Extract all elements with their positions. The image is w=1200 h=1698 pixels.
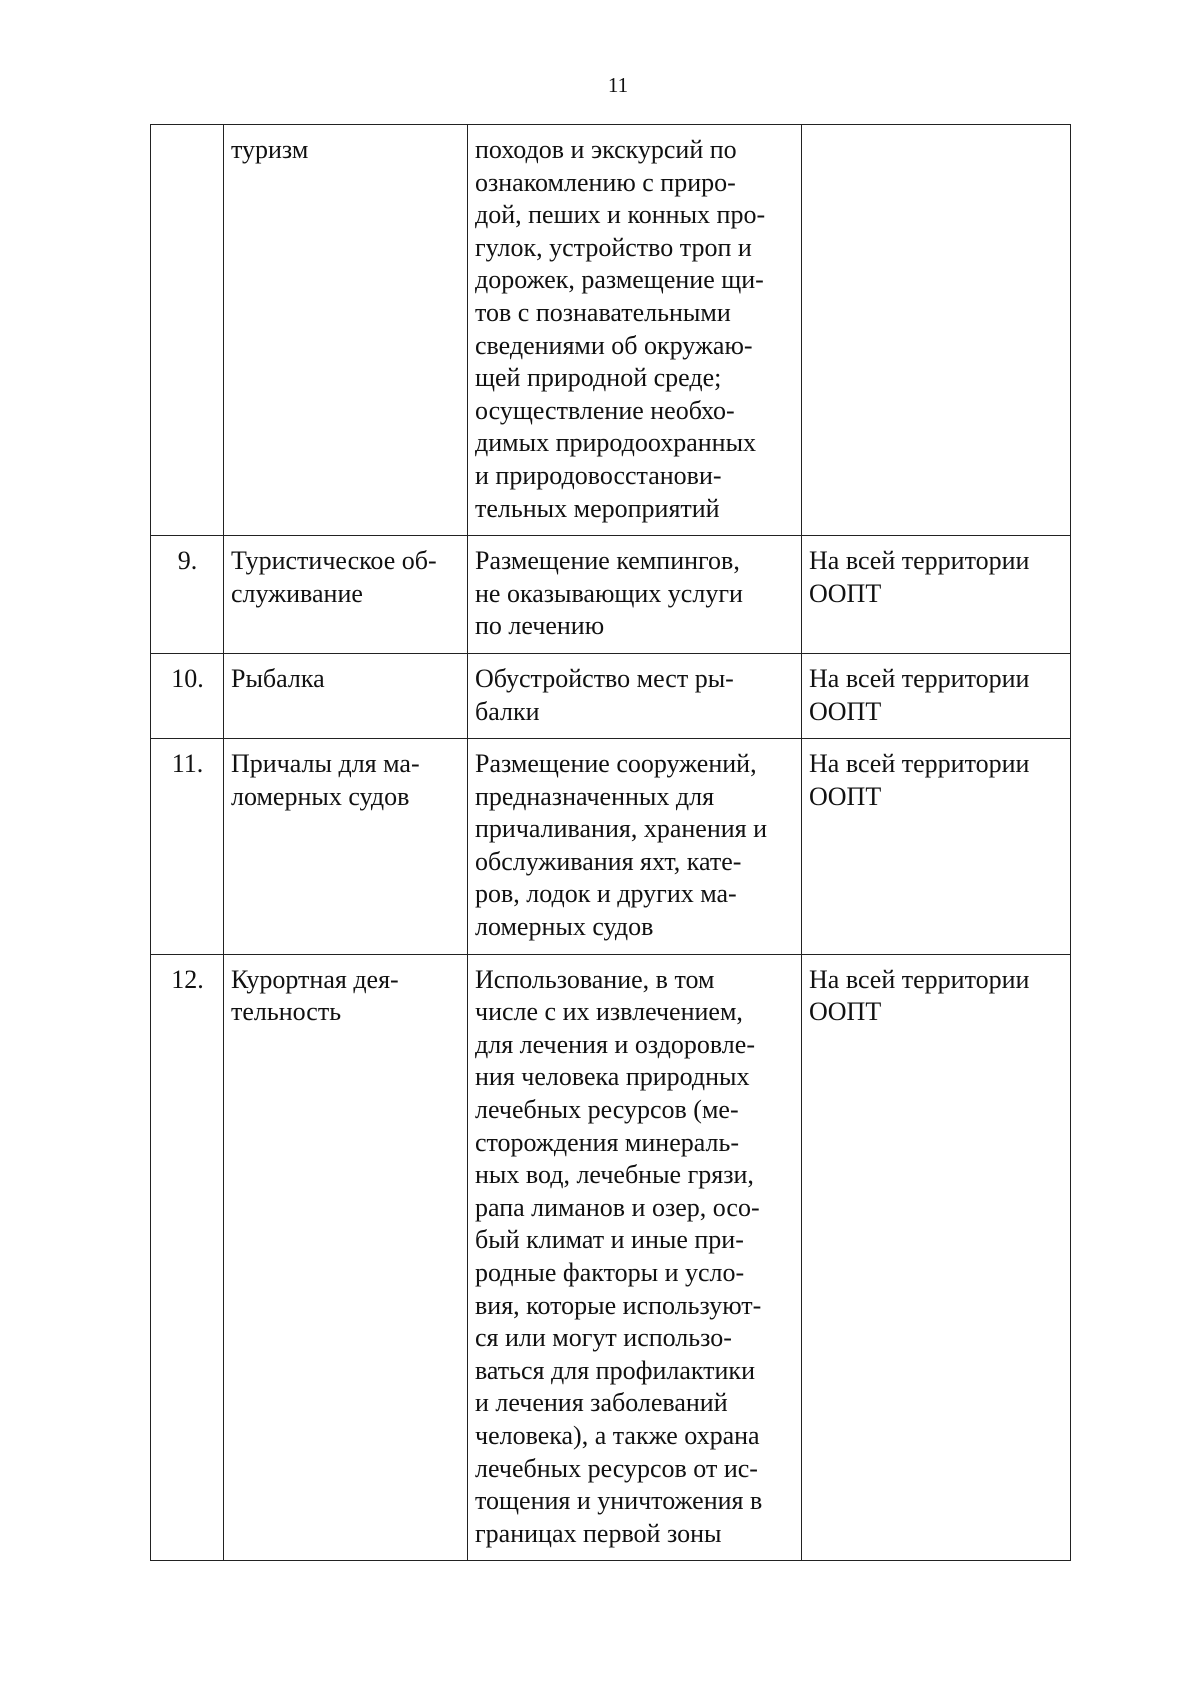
table-row [151,536,1071,654]
table-row [151,653,1071,738]
activity-cell: Рыбалка [224,653,468,738]
page-number: 11 [607,73,629,97]
description-cell: Размещение кемпингов, не оказывающих услуги по лечению [468,536,802,654]
row-number-cell: 11. [151,739,224,955]
description-cell: походов и экскурсий по ознакомлению с приро- дой, пеших и конных про- гулок, устройство троп и дорожек, размещение щи- тов с познавательными сведениями об окружаю- щей природной среде; осуществление необхо- димых природоохранных и природовосстанови- тельных мероприятий [468,125,802,536]
row-number-cell: 12. [151,954,224,1561]
activity-cell: туризм [224,125,468,536]
zoning-table [150,124,1071,1561]
table-row [151,125,1071,536]
description-cell: Размещение сооружений, предназначенных для причаливания, хранения и обслуживания яхт, кате- ров, лодок и других ма- ломерных судов [468,739,802,955]
activity-cell: Туристическое об- служивание [224,536,468,654]
location-cell: На всей территории ООПТ [802,653,1071,738]
description-cell: Использование, в том числе с их извлечением, для лечения и оздоровле- ния человека природных лечебных ресурсов (ме- сторождения минераль- ных вод, лечебные грязи, рапа лиманов и озер, осо- бый климат и иные при- родные факторы и усло- вия, которые используют- ся или могут использо- ваться для профилактики и лечения заболеваний человека), а также охрана лечебных ресурсов от ис- тощения и уничтожения в границах первой зоны [468,954,802,1561]
location-cell: На всей территории ООПТ [802,954,1071,1561]
location-cell: На всей территории ООПТ [802,739,1071,955]
table-row [151,954,1071,1561]
location-cell: На всей территории ООПТ [802,536,1071,654]
row-number-cell [151,125,224,536]
row-number-cell: 10. [151,653,224,738]
row-number-cell: 9. [151,536,224,654]
description-cell: Обустройство мест ры- балки [468,653,802,738]
location-cell [802,125,1071,536]
activity-cell: Причалы для ма- ломерных судов [224,739,468,955]
activity-cell: Курортная дея- тельность [224,954,468,1561]
table-row [151,739,1071,955]
